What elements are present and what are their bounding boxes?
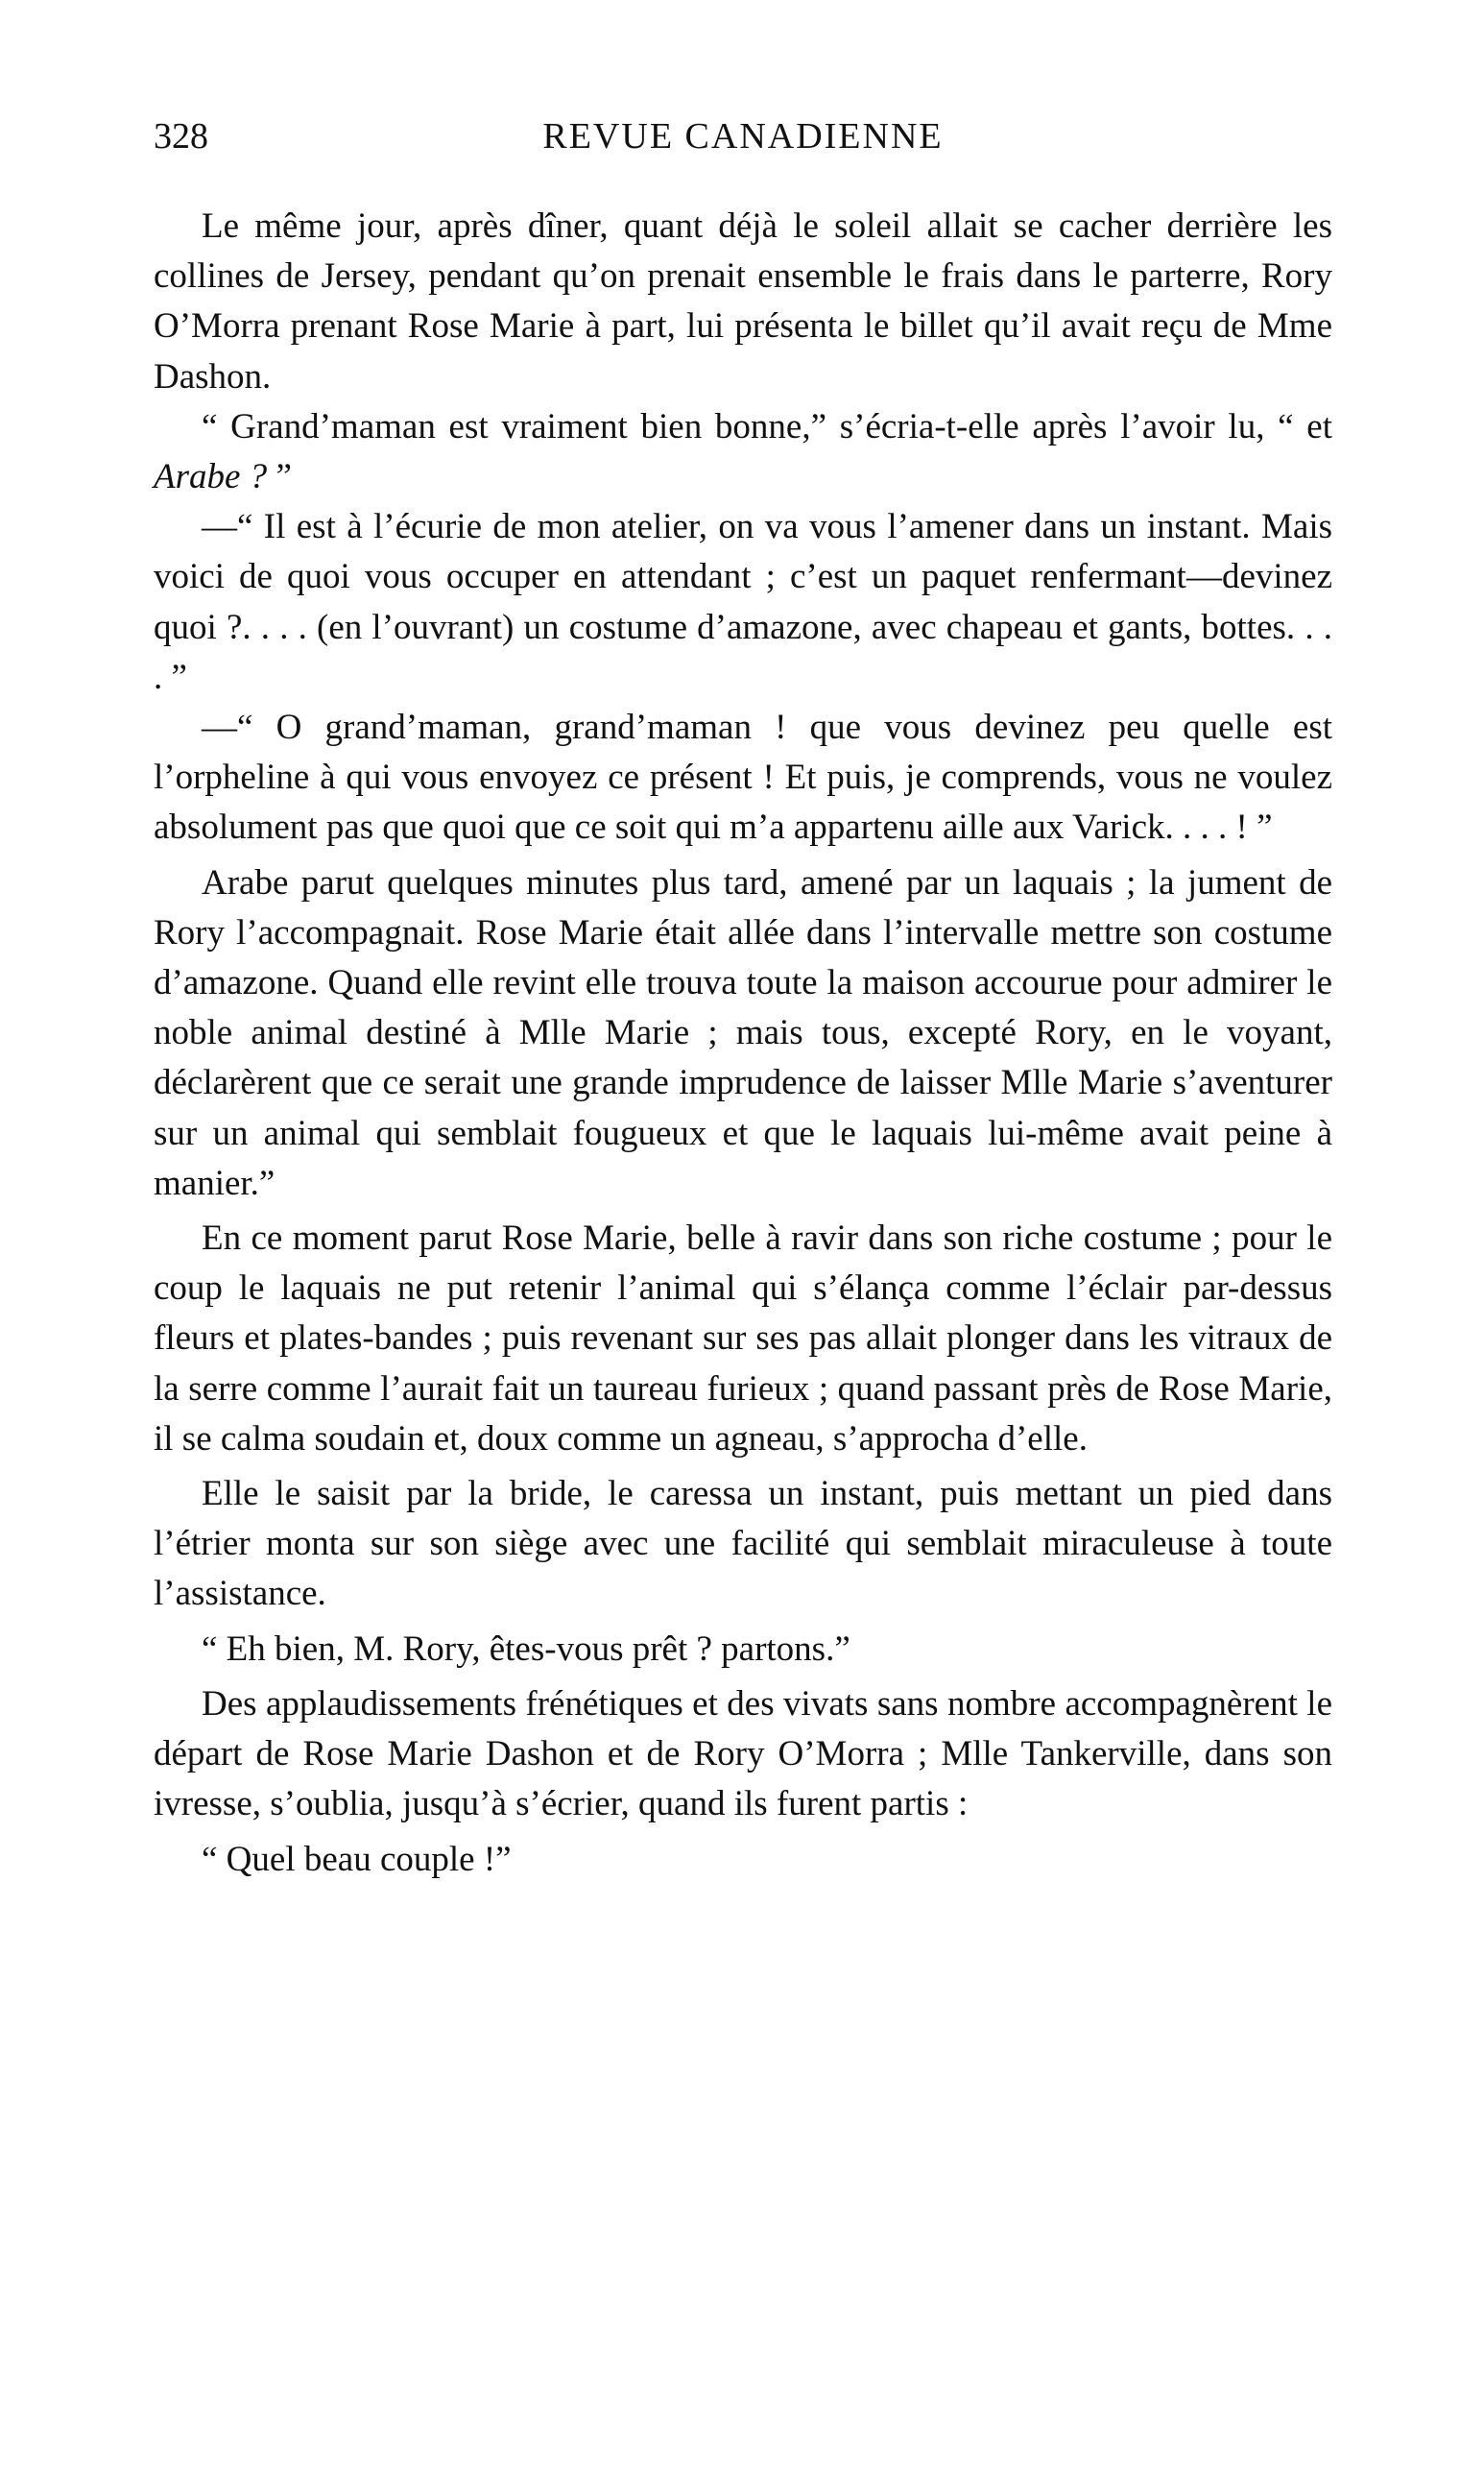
book-page: [154, 108, 1332, 1885]
paragraph: [154, 402, 1332, 502]
paragraph: “ Eh bien, M. Rory, êtes-vous prêt ? partons.”: [202, 1629, 850, 1669]
paragraph: —“ Il est à l’écurie de mon atelier, on va vous l’amener dans un instant. Mais voici de quoi vous occuper en attendant ; c’est un paquet renfermant—devinez quoi ?. . . . (en l’ouvrant) un costume d’amazone, avec chapeau et gants, bottes. . . . ”: [154, 507, 1332, 697]
page-number: 328: [154, 116, 208, 157]
paragraph: —“ O grand’maman, grand’maman ! que vous devinez peu quelle est l’orpheline à qui vous envoyez ce présent ! Et puis, je comprends, vous ne voulez absolument pas que quoi que ce soit qui m’a appartenu aille aux Varick. . . . ! ”: [154, 708, 1332, 848]
page-header: [154, 108, 1332, 165]
quote-open: “ et: [1278, 406, 1332, 446]
paragraph: Le même jour, après dîner, quant déjà le soleil allait se cacher derrière les collines de Jersey, pendant qu’on prenait ensemble le frais dans le parterre, Rory O’Morra prenant Rose Marie à part, lui présenta le billet qu’il avait reçu de Mme Dashon.: [154, 206, 1332, 397]
paragraph: Elle le saisit par la bride, le caressa un instant, puis mettant un pied dans l’étrier monta sur son siège avec une facilité qui semblait miraculeuse à toute l’assistance.: [154, 1474, 1332, 1614]
body-text: [154, 202, 1332, 1885]
running-title: REVUE CANADIENNE: [542, 116, 944, 157]
paragraph: Arabe parut quelques minutes plus tard, amené par un laquais ; la jument de Rory l’accompagnait. Rose Marie était allée dans l’intervalle mettre son costume d’amazone. Quand elle revint elle trouva toute la maison accourue pour admirer le noble animal destiné à Mlle Marie ; mais tous, excepté Rory, en le voyant, déclarèrent que ce serait une grande imprudence de laisser Mlle Marie s’aventurer sur un animal qui semblait fougueux et que le laquais lui-même avait peine à manier.”: [154, 862, 1332, 1203]
paragraph: “ Quel beau couple !”: [202, 1839, 512, 1879]
paragraph: En ce moment parut Rose Marie, belle à ravir dans son riche costume ; pour le coup le laquais ne put retenir l’animal qui s’élança comme l’éclair par-dessus fleurs et plates-bandes ; puis revenant sur ses pas allait plonger dans les vitraux de la serre comme l’aurait fait un taureau furieux ; quand passant près de Rose Marie, il se calma soudain et, doux comme un agneau, s’approcha d’elle.: [154, 1218, 1332, 1459]
quote-close: ”: [267, 457, 292, 497]
paragraph: Des applaudissements frénétiques et des vivats sans nombre accompagnèrent le départ de Rose Marie Dashon et de Rory O’Morra ; Mlle Tankerville, dans son ivresse, s’oublia, jusqu’à s’écrier, quand ils furent partis :: [154, 1683, 1332, 1824]
horse-name-italic: Arabe ?: [154, 457, 268, 497]
paragraph-text: “ Grand’maman est vraiment bien bonne,” s’écria-t-elle après l’avoir lu,: [202, 406, 1265, 446]
